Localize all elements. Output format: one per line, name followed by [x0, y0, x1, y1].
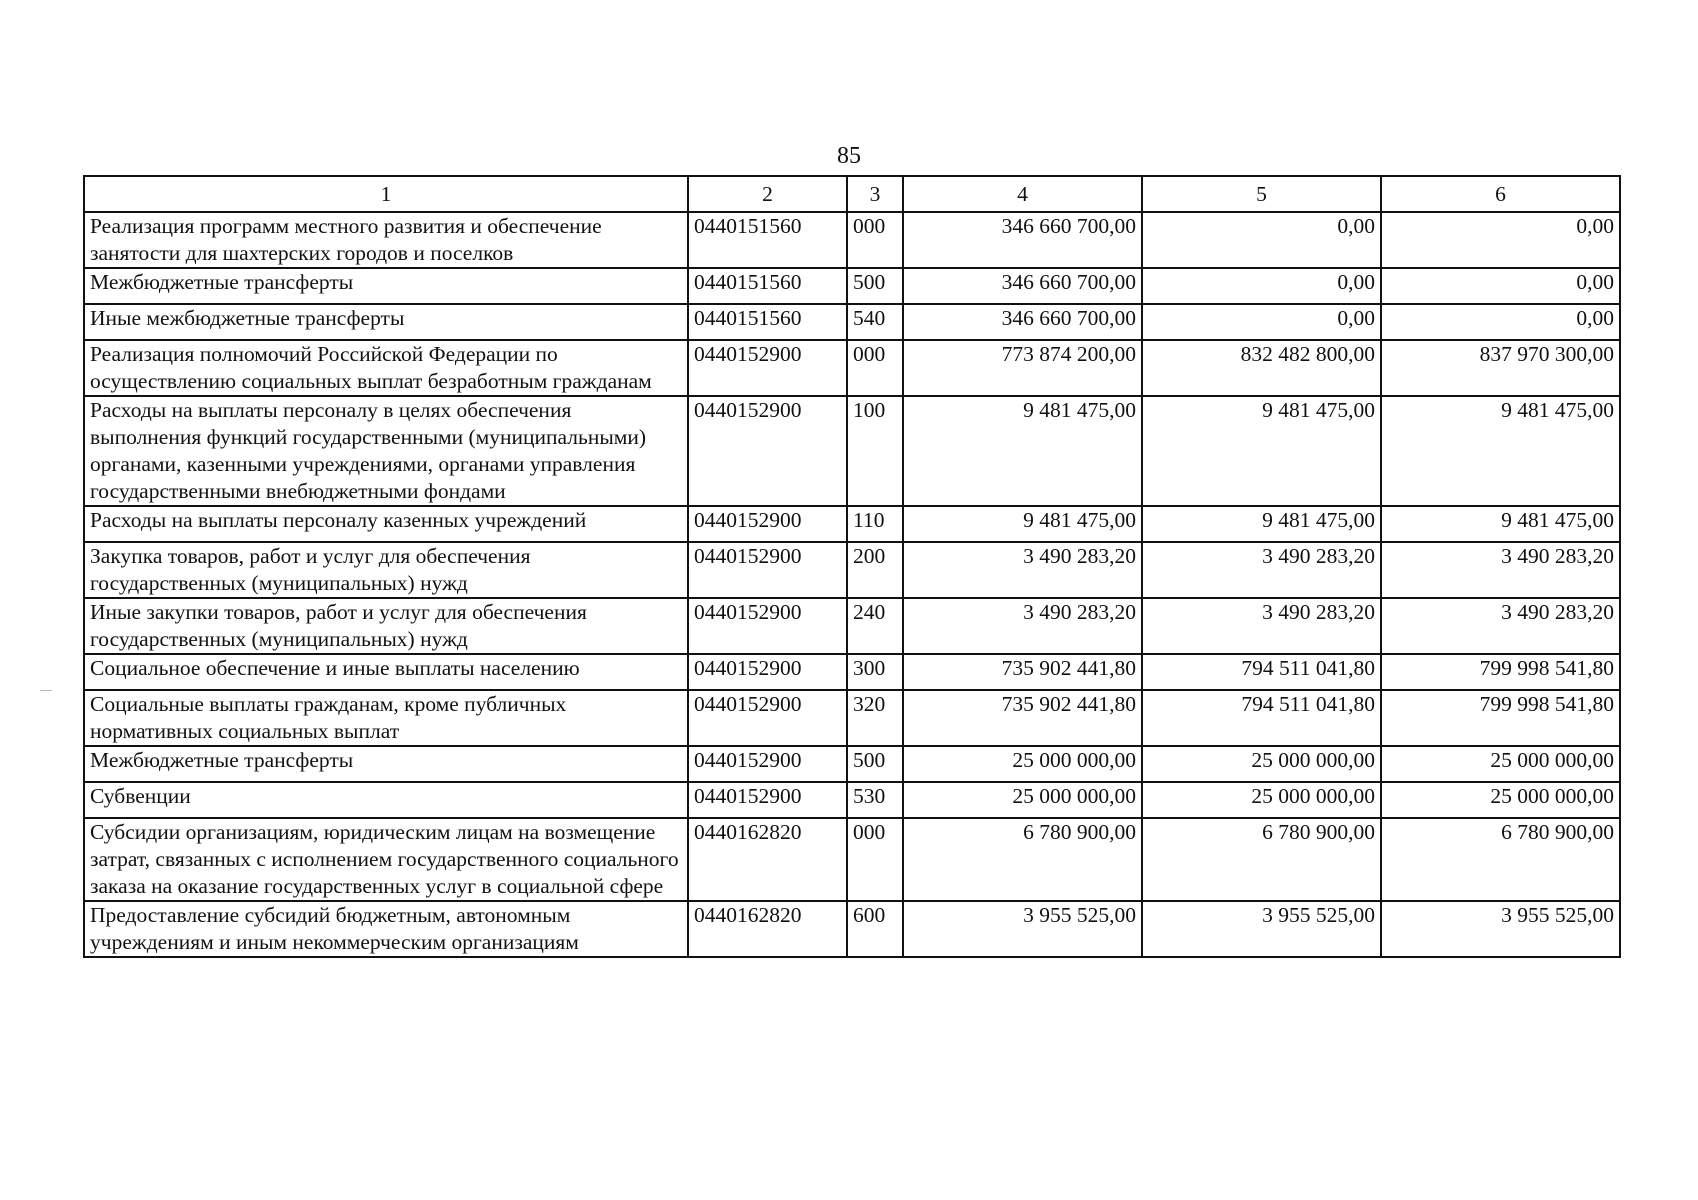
- amount-col4: 773 874 200,00: [903, 340, 1142, 396]
- scan-margin-mark: [40, 690, 52, 691]
- table-row: [84, 598, 1620, 654]
- amount-col4: 346 660 700,00: [903, 212, 1142, 268]
- amount-col5: 0,00: [1142, 304, 1381, 340]
- amount-col4: 346 660 700,00: [903, 268, 1142, 304]
- expense-name: Иные межбюджетные трансферты: [84, 304, 688, 340]
- amount-col6: 0,00: [1381, 212, 1620, 268]
- column-header: 1: [84, 176, 688, 212]
- target-article-code: 0440152900: [688, 782, 847, 818]
- amount-col5: 3 490 283,20: [1142, 542, 1381, 598]
- expense-type-code: 300: [847, 654, 903, 690]
- amount-col5: 6 780 900,00: [1142, 818, 1381, 901]
- expense-type-code: 200: [847, 542, 903, 598]
- expense-type-code: 000: [847, 212, 903, 268]
- target-article-code: 0440151560: [688, 268, 847, 304]
- target-article-code: 0440152900: [688, 746, 847, 782]
- amount-col5: 794 511 041,80: [1142, 654, 1381, 690]
- column-header: 4: [903, 176, 1142, 212]
- expense-type-code: 500: [847, 746, 903, 782]
- column-header: 3: [847, 176, 903, 212]
- amount-col5: 25 000 000,00: [1142, 782, 1381, 818]
- amount-col4: 3 490 283,20: [903, 598, 1142, 654]
- column-header: 5: [1142, 176, 1381, 212]
- amount-col4: 9 481 475,00: [903, 396, 1142, 506]
- expense-name: Расходы на выплаты персоналу казенных учреждений: [84, 506, 688, 542]
- table-row: [84, 818, 1620, 901]
- amount-col4: 25 000 000,00: [903, 746, 1142, 782]
- expense-type-code: 240: [847, 598, 903, 654]
- table-row: [84, 690, 1620, 746]
- amount-col4: 3 955 525,00: [903, 901, 1142, 957]
- expense-type-code: 500: [847, 268, 903, 304]
- expense-name: Расходы на выплаты персоналу в целях обеспечения выполнения функций государственными (муниципальными) органами, казенными учреждениями, органами управления государственными внебюджетными фондами: [84, 396, 688, 506]
- expense-name: Иные закупки товаров, работ и услуг для обеспечения государственных (муниципальных) нужд: [84, 598, 688, 654]
- target-article-code: 0440162820: [688, 901, 847, 957]
- table-row: [84, 654, 1620, 690]
- target-article-code: 0440151560: [688, 212, 847, 268]
- table-row: [84, 268, 1620, 304]
- target-article-code: 0440152900: [688, 340, 847, 396]
- expense-name: Реализация полномочий Российской Федерации по осуществлению социальных выплат безработным гражданам: [84, 340, 688, 396]
- expense-name: Реализация программ местного развития и обеспечение занятости для шахтерских городов и поселков: [84, 212, 688, 268]
- amount-col4: 9 481 475,00: [903, 506, 1142, 542]
- amount-col6: 9 481 475,00: [1381, 506, 1620, 542]
- amount-col5: 3 490 283,20: [1142, 598, 1381, 654]
- amount-col5: 832 482 800,00: [1142, 340, 1381, 396]
- expense-type-code: 000: [847, 340, 903, 396]
- amount-col5: 3 955 525,00: [1142, 901, 1381, 957]
- expense-name: Межбюджетные трансферты: [84, 268, 688, 304]
- page-number: 85: [837, 143, 861, 169]
- amount-col4: 735 902 441,80: [903, 690, 1142, 746]
- table-row: [84, 506, 1620, 542]
- expense-type-code: 540: [847, 304, 903, 340]
- target-article-code: 0440152900: [688, 506, 847, 542]
- target-article-code: 0440152900: [688, 598, 847, 654]
- table-row: [84, 304, 1620, 340]
- expense-name: Социальное обеспечение и иные выплаты населению: [84, 654, 688, 690]
- amount-col6: 799 998 541,80: [1381, 690, 1620, 746]
- amount-col4: 735 902 441,80: [903, 654, 1142, 690]
- amount-col4: 346 660 700,00: [903, 304, 1142, 340]
- table-row: [84, 396, 1620, 506]
- column-header: 6: [1381, 176, 1620, 212]
- expense-type-code: 110: [847, 506, 903, 542]
- expense-name: Предоставление субсидий бюджетным, автономным учреждениям и иным некоммерческим организациям: [84, 901, 688, 957]
- expense-type-code: 100: [847, 396, 903, 506]
- header-row: [84, 176, 1620, 212]
- expense-type-code: 000: [847, 818, 903, 901]
- amount-col6: 799 998 541,80: [1381, 654, 1620, 690]
- amount-col4: 25 000 000,00: [903, 782, 1142, 818]
- budget-table: [83, 175, 1621, 958]
- amount-col6: 25 000 000,00: [1381, 782, 1620, 818]
- amount-col6: 6 780 900,00: [1381, 818, 1620, 901]
- amount-col6: 3 490 283,20: [1381, 542, 1620, 598]
- amount-col5: 0,00: [1142, 268, 1381, 304]
- amount-col6: 0,00: [1381, 304, 1620, 340]
- table-row: [84, 901, 1620, 957]
- table-row: [84, 212, 1620, 268]
- amount-col5: 9 481 475,00: [1142, 396, 1381, 506]
- amount-col5: 794 511 041,80: [1142, 690, 1381, 746]
- expense-name: Субсидии организациям, юридическим лицам на возмещение затрат, связанных с исполнением государственного социального заказа на оказание государственных услуг в социальной сфере: [84, 818, 688, 901]
- amount-col5: 25 000 000,00: [1142, 746, 1381, 782]
- amount-col6: 3 490 283,20: [1381, 598, 1620, 654]
- column-header: 2: [688, 176, 847, 212]
- amount-col5: 9 481 475,00: [1142, 506, 1381, 542]
- target-article-code: 0440152900: [688, 542, 847, 598]
- expense-type-code: 600: [847, 901, 903, 957]
- amount-col6: 9 481 475,00: [1381, 396, 1620, 506]
- target-article-code: 0440152900: [688, 396, 847, 506]
- amount-col6: 0,00: [1381, 268, 1620, 304]
- table-row: [84, 782, 1620, 818]
- table-row: [84, 746, 1620, 782]
- target-article-code: 0440152900: [688, 654, 847, 690]
- target-article-code: 0440151560: [688, 304, 847, 340]
- expense-name: Социальные выплаты гражданам, кроме публичных нормативных социальных выплат: [84, 690, 688, 746]
- amount-col6: 3 955 525,00: [1381, 901, 1620, 957]
- table-row: [84, 542, 1620, 598]
- amount-col6: 837 970 300,00: [1381, 340, 1620, 396]
- amount-col4: 3 490 283,20: [903, 542, 1142, 598]
- amount-col5: 0,00: [1142, 212, 1381, 268]
- target-article-code: 0440162820: [688, 818, 847, 901]
- amount-col4: 6 780 900,00: [903, 818, 1142, 901]
- expense-name: Межбюджетные трансферты: [84, 746, 688, 782]
- expense-type-code: 530: [847, 782, 903, 818]
- table-row: [84, 340, 1620, 396]
- expense-name: Субвенции: [84, 782, 688, 818]
- target-article-code: 0440152900: [688, 690, 847, 746]
- expense-name: Закупка товаров, работ и услуг для обеспечения государственных (муниципальных) нужд: [84, 542, 688, 598]
- amount-col6: 25 000 000,00: [1381, 746, 1620, 782]
- expense-type-code: 320: [847, 690, 903, 746]
